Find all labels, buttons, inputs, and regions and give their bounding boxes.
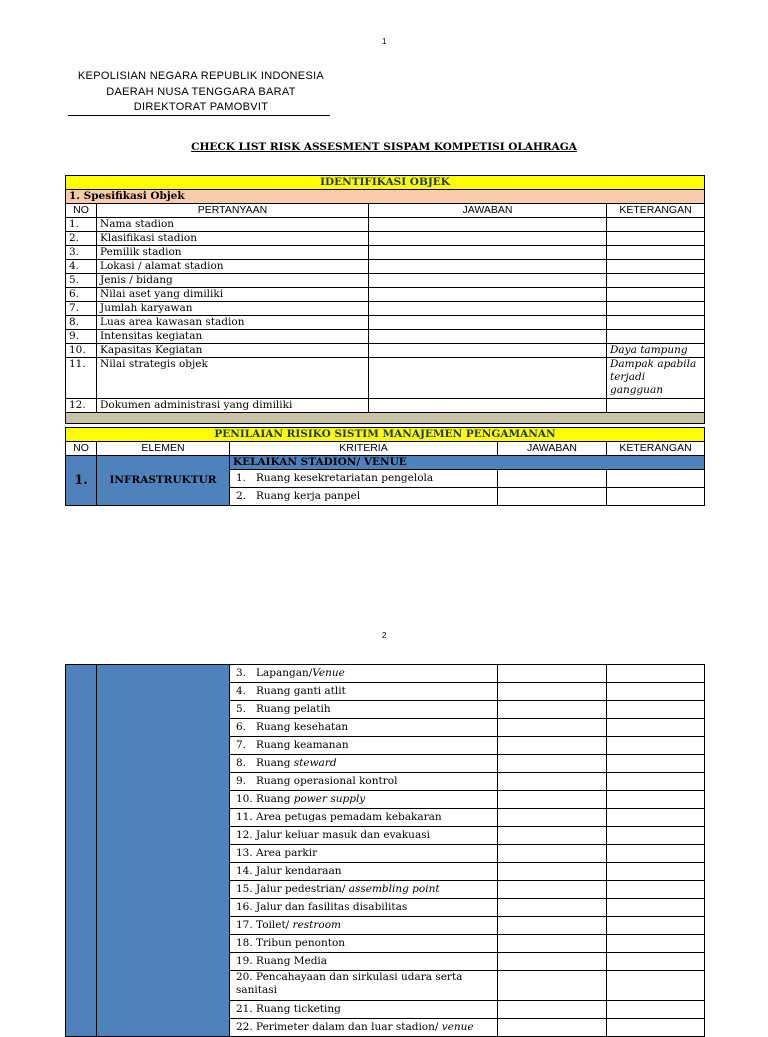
row-number: 4. [66,260,97,274]
col-jawaban: JAWABAN [369,204,607,218]
row-question: Kapasitas Kegiatan [97,344,369,358]
row-question: Jenis / bidang [97,274,369,288]
keterangan-cell [607,1001,705,1019]
kriteria-item: 1. Ruang kesekretariatan pengelola [230,470,498,488]
page-number: 2 [382,631,387,640]
identifikasi-heading: IDENTIFIKASI OBJEK [66,176,705,190]
kriteria-item: 13. Area parkir [230,845,498,863]
kriteria-item: 16. Jalur dan fasilitas disabilitas [230,899,498,917]
jawaban-cell [498,470,607,488]
row-question: Jumlah karyawan [97,302,369,316]
row-number: 7. [66,302,97,316]
col-keterangan: KETERANGAN [607,204,705,218]
jawaban-cell [498,827,607,845]
row-number: 12. [66,399,97,413]
table-row [66,288,705,302]
col-jawaban: JAWABAN [498,442,607,456]
table-row [66,316,705,330]
group-element-cell [97,665,230,1037]
jawaban-cell [369,358,607,399]
keterangan-cell [607,791,705,809]
keterangan-cell [607,683,705,701]
col-no: NO [66,442,97,456]
jawaban-cell [369,302,607,316]
kriteria-table-continued [65,664,705,1037]
row-keterangan [607,288,705,302]
keterangan-cell [607,863,705,881]
keterangan-cell [607,845,705,863]
row-keterangan [607,302,705,316]
keterangan-cell [607,899,705,917]
keterangan-cell [607,719,705,737]
row-number: 6. [66,288,97,302]
row-question: Nama stadion [97,218,369,232]
jawaban-cell [369,274,607,288]
keterangan-cell [607,488,705,506]
identifikasi-table [65,175,705,424]
table-row [66,274,705,288]
kriteria-item: 2. Ruang kerja panpel [230,488,498,506]
kriteria-item: 15. Jalur pedestrian/ assembling point [230,881,498,899]
table-row [66,665,705,683]
letterhead-line1: KEPOLISIAN NEGARA REPUBLIK INDONESIA [77,70,325,82]
jawaban-cell [498,971,607,1001]
document-title: CHECK LIST RISK ASSESMENT SISPAM KOMPETISI OLAHRAGA [191,141,577,153]
row-keterangan: Daya tampung [607,344,705,358]
kriteria-item: 10. Ruang power supply [230,791,498,809]
row-keterangan [607,316,705,330]
keterangan-cell [607,665,705,683]
jawaban-cell [369,288,607,302]
row-keterangan [607,232,705,246]
letterhead-underline [68,115,330,116]
subheading: KELAIKAN STADION/ VENUE [230,456,705,470]
kriteria-item: 5. Ruang pelatih [230,701,498,719]
col-no: NO [66,204,97,218]
row-question: Nilai strategis objek [97,358,369,399]
jawaban-cell [498,773,607,791]
section-heading: 1. Spesifikasi Objek [66,190,705,204]
row-number: 3. [66,246,97,260]
jawaban-cell [498,791,607,809]
keterangan-cell [607,953,705,971]
row-number: 9. [66,330,97,344]
jawaban-cell [498,953,607,971]
kriteria-item: 19. Ruang Media [230,953,498,971]
table-row [66,232,705,246]
col-pertanyaan: PERTANYAAN [97,204,369,218]
jawaban-cell [369,232,607,246]
kriteria-item: 11. Area petugas pemadam kebakaran [230,809,498,827]
jawaban-cell [369,316,607,330]
jawaban-cell [369,344,607,358]
keterangan-cell [607,917,705,935]
table-row [66,302,705,316]
row-keterangan [607,246,705,260]
table-row [66,399,705,413]
row-number: 5. [66,274,97,288]
row-question: Luas area kawasan stadion [97,316,369,330]
jawaban-cell [369,218,607,232]
jawaban-cell [498,719,607,737]
jawaban-cell [369,399,607,413]
col-keterangan: KETERANGAN [607,442,705,456]
keterangan-cell [607,773,705,791]
jawaban-cell [498,1019,607,1037]
jawaban-cell [498,737,607,755]
keterangan-cell [607,935,705,953]
table-row [66,344,705,358]
kriteria-item: 17. Toilet/ restroom [230,917,498,935]
group-element: INFRASTRUKTUR [97,456,230,506]
keterangan-cell [607,881,705,899]
jawaban-cell [369,260,607,274]
kriteria-item: 12. Jalur keluar masuk dan evakuasi [230,827,498,845]
jawaban-cell [498,809,607,827]
jawaban-cell [498,845,607,863]
row-keterangan [607,260,705,274]
keterangan-cell [607,971,705,1001]
row-keterangan: Dampak apabila terjadi gangguan [607,358,705,399]
kriteria-item: 14. Jalur kendaraan [230,863,498,881]
keterangan-cell [607,827,705,845]
jawaban-cell [498,683,607,701]
letterhead-line3: DIREKTORAT PAMOBVIT [133,101,269,113]
penilaian-table [65,427,705,506]
group-number: 1. [66,456,97,506]
keterangan-cell [607,701,705,719]
row-keterangan [607,218,705,232]
jawaban-cell [498,899,607,917]
penilaian-heading: PENILAIAN RISIKO SISTIM MANAJEMEN PENGAMANAN [66,428,705,442]
kriteria-item: 18. Tribun penonton [230,935,498,953]
jawaban-cell [369,330,607,344]
jawaban-cell [498,1001,607,1019]
separator-row [66,413,705,424]
table-row [66,330,705,344]
kriteria-item: 7. Ruang keamanan [230,737,498,755]
jawaban-cell [369,246,607,260]
row-number: 1. [66,218,97,232]
table-row [66,358,705,399]
keterangan-cell [607,755,705,773]
keterangan-cell [607,737,705,755]
row-number: 10. [66,344,97,358]
col-elemen: ELEMEN [97,442,230,456]
keterangan-cell [607,470,705,488]
row-question: Intensitas kegiatan [97,330,369,344]
row-number: 8. [66,316,97,330]
kriteria-item: 9. Ruang operasional kontrol [230,773,498,791]
keterangan-cell [607,1019,705,1037]
page-number: 1 [382,37,387,46]
jawaban-cell [498,701,607,719]
row-keterangan [607,399,705,413]
kriteria-item: 22. Perimeter dalam dan luar stadion/ venue [230,1019,498,1037]
row-question: Dokumen administrasi yang dimiliki [97,399,369,413]
kriteria-item: 8. Ruang steward [230,755,498,773]
jawaban-cell [498,488,607,506]
kriteria-item: 3. Lapangan/Venue [230,665,498,683]
jawaban-cell [498,863,607,881]
row-question: Lokasi / alamat stadion [97,260,369,274]
row-keterangan [607,274,705,288]
jawaban-cell [498,917,607,935]
letterhead-line2: DAERAH NUSA TENGGARA BARAT [106,85,296,98]
table-row [66,260,705,274]
row-number: 11. [66,358,97,399]
row-question: Klasifikasi stadion [97,232,369,246]
row-keterangan [607,330,705,344]
keterangan-cell [607,809,705,827]
jawaban-cell [498,881,607,899]
jawaban-cell [498,755,607,773]
row-number: 2. [66,232,97,246]
jawaban-cell [498,665,607,683]
group-number-cell [66,665,97,1037]
kriteria-item: 4. Ruang ganti atlit [230,683,498,701]
kriteria-item: 21. Ruang ticketing [230,1001,498,1019]
row-question: Pemilik stadion [97,246,369,260]
kriteria-item: 6. Ruang kesehatan [230,719,498,737]
jawaban-cell [498,935,607,953]
table-row [66,246,705,260]
table-row [66,218,705,232]
kriteria-item: 20. Pencahayaan dan sirkulasi udara serta sanitasi [230,971,498,1001]
letterhead [62,69,340,116]
row-question: Nilai aset yang dimiliki [97,288,369,302]
col-kriteria: KRITERIA [230,442,498,456]
